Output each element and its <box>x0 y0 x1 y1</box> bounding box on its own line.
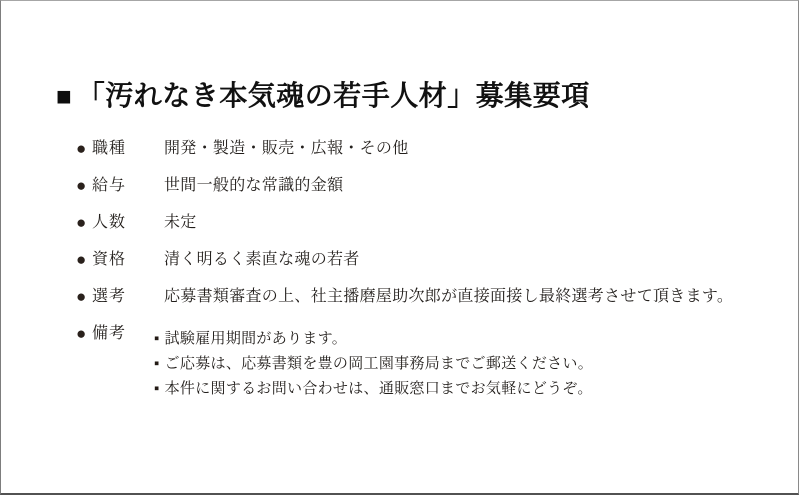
circle-bullet-icon: ● <box>76 324 87 343</box>
spec-label: 給与 <box>92 177 127 194</box>
spec-row-qualification <box>76 252 786 268</box>
spec-row-selection <box>76 289 786 305</box>
circle-bullet-icon: ● <box>76 287 87 306</box>
remark-text: 本件に関するお問い合わせは、通販窓口までお気軽にどうぞ。 <box>164 380 593 397</box>
square-bullet-icon: ▪ <box>154 355 160 372</box>
spec-term <box>76 289 164 305</box>
page-title-text: 「汚れなき本気魂の若手人材」募集要項 <box>76 80 590 111</box>
circle-bullet-icon: ● <box>76 213 87 232</box>
spec-value: 未定 <box>164 214 197 231</box>
circle-bullet-icon: ● <box>76 250 87 269</box>
spec-row-salary <box>76 178 786 194</box>
circle-bullet-icon: ● <box>76 139 87 158</box>
spec-list <box>76 141 786 422</box>
spec-label: 備考 <box>92 325 127 342</box>
remark-text: ご応募は、応募書類を豊の岡工園事務局までご郵送ください。 <box>164 355 594 372</box>
spec-label: 職種 <box>92 140 127 157</box>
spec-label: 人数 <box>92 214 127 231</box>
spec-term <box>76 141 164 157</box>
spec-row-remarks <box>76 326 786 401</box>
spec-value: 世間一般的な常識的金額 <box>164 177 344 194</box>
spec-row-job-type <box>76 141 786 157</box>
spec-row-headcount <box>76 215 786 231</box>
page-title <box>56 77 590 115</box>
remark-item <box>154 351 786 376</box>
square-bullet-icon: ▪ <box>154 330 160 347</box>
remarks-list <box>154 326 786 401</box>
spec-term <box>76 252 164 268</box>
spec-term <box>76 326 164 342</box>
square-bullet-icon: ▪ <box>154 380 160 397</box>
remark-item <box>154 376 786 401</box>
spec-value: 開発・製造・販売・広報・その他 <box>164 140 409 157</box>
title-square-icon: ■ <box>56 81 72 111</box>
spec-value: 応募書類審査の上、社主播磨屋助次郎が直接面接し最終選考させて頂きます。 <box>164 288 734 305</box>
spec-value: 清く明るく素直な魂の若者 <box>164 251 360 268</box>
spec-term <box>76 178 164 194</box>
spec-label: 資格 <box>92 251 127 268</box>
circle-bullet-icon: ● <box>76 176 87 195</box>
spec-term <box>76 215 164 231</box>
remark-text: 試験雇用期間があります。 <box>164 330 348 347</box>
spec-label: 選考 <box>92 288 127 305</box>
remark-item <box>154 326 786 351</box>
